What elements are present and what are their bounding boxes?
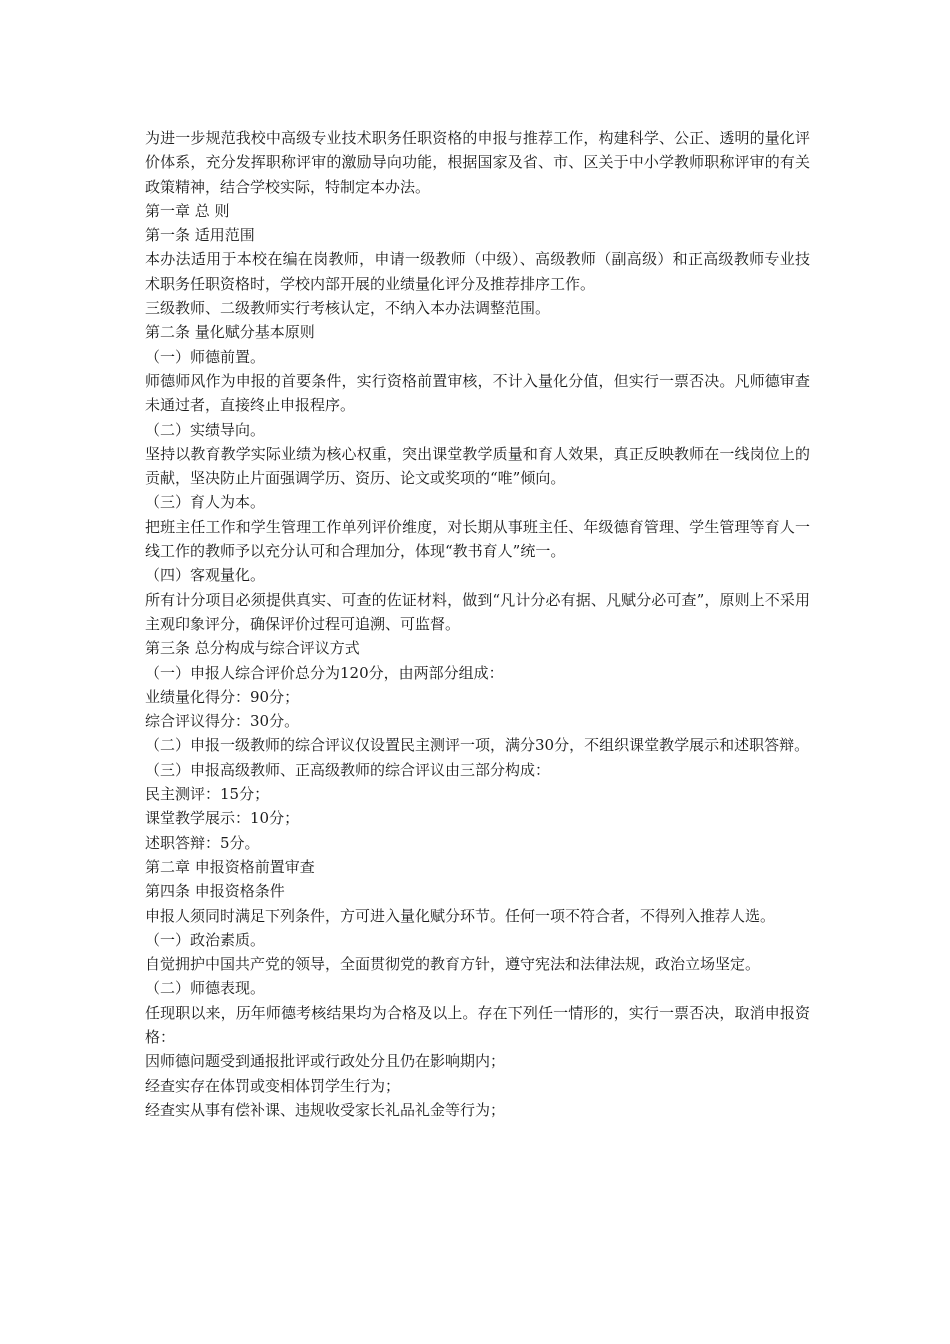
article-1-paragraph-1: 本办法适用于本校在编在岗教师，申请一级教师（中级）、高级教师（副高级）和正高级教师专业技术职务任职资格时，学校内部开展的业绩量化评分及推荐排序工作。 [145, 250, 810, 293]
article-3-score-defense: 述职答辩：5分。 [145, 833, 260, 852]
article-4-intro: 申报人须同时满足下列条件，方可进入量化赋分环节。任何一项不符合者，不得列入推荐人选。 [145, 906, 776, 925]
article-1-heading: 第一条 适用范围 [145, 226, 255, 245]
veto-item-2: 经查实存在体罚或变相体罚学生行为； [145, 1076, 401, 1095]
condition-2-text: 任现职以来，历年师德考核结果均为合格及以上。存在下列任一情形的，实行一票否决，取消申报资格： [145, 1003, 810, 1046]
article-3-score-democratic: 民主测评：15分； [145, 785, 270, 804]
principle-4-title: （四）客观量化。 [145, 566, 266, 585]
article-3-score-performance: 业绩量化得分：90分； [145, 687, 300, 706]
article-3-score-review: 综合评议得分：30分。 [145, 712, 300, 731]
principle-4-text: 所有计分项目必须提供真实、可查的佐证材料，做到“凡计分必有据、凡赋分必可查”，原则上不采用主观印象评分，确保评价过程可追溯、可监督。 [145, 590, 810, 633]
condition-1-text: 自觉拥护中国共产党的领导，全面贯彻党的教育方针，遵守宪法和法律法规，政治立场坚定。 [145, 955, 761, 974]
veto-item-1: 因师德问题受到通报批评或行政处分且仍在影响期内； [145, 1052, 506, 1071]
article-3-heading: 第三条 总分构成与综合评议方式 [145, 639, 360, 658]
chapter-2-heading: 第二章 申报资格前置审查 [145, 857, 315, 876]
article-4-heading: 第四条 申报资格条件 [145, 882, 285, 901]
veto-item-3: 经查实从事有偿补课、违规收受家长礼品礼金等行为； [145, 1100, 506, 1119]
article-3-score-teaching: 课堂教学展示：10分； [145, 809, 300, 828]
intro-paragraph: 为进一步规范我校中高级专业技术职务任职资格的申报与推荐工作，构建科学、公正、透明的量化评价体系，充分发挥职称评审的激励导向功能，根据国家及省、市、区关于中小学教师职称评审的有关政策精神，结合学校实际，特制定本办法。 [145, 129, 810, 196]
condition-2-title: （二）师德表现。 [145, 979, 266, 998]
principle-1-text: 师德师风作为申报的首要条件，实行资格前置审核，不计入量化分值，但实行一票否决。凡师德审查未通过者，直接终止申报程序。 [145, 371, 810, 415]
article-3-item-3: （三）申报高级教师、正高级教师的综合评议由三部分构成： [145, 760, 551, 779]
document-body [145, 126, 810, 1122]
chapter-1-heading: 第一章 总 则 [145, 201, 230, 220]
principle-3-text: 把班主任工作和学生管理工作单列评价维度，对长期从事班主任、年级德育管理、学生管理等育人一线工作的教师予以充分认可和合理加分，体现“教书育人”统一。 [145, 517, 810, 561]
principle-3-title: （三）育人为本。 [145, 493, 266, 512]
principle-1-title: （一）师德前置。 [145, 347, 266, 366]
article-3-item-2: （二）申报一级教师的综合评议仅设置民主测评一项，满分30分，不组织课堂教学展示和述职答辩。 [145, 736, 810, 755]
article-3-item-1: （一）申报人综合评价总分为120分，由两部分组成： [145, 663, 504, 682]
principle-2-title: （二）实绩导向。 [145, 420, 266, 439]
condition-1-title: （一）政治素质。 [145, 930, 266, 949]
article-2-heading: 第二条 量化赋分基本原则 [145, 323, 315, 342]
article-1-paragraph-2: 三级教师、二级教师实行考核认定，不纳入本办法调整范围。 [145, 299, 551, 318]
principle-2-text: 坚持以教育教学实际业绩为核心权重，突出课堂教学质量和育人效果，真正反映教师在一线岗位上的贡献，坚决防止片面强调学历、资历、论文或奖项的“唯”倾向。 [145, 444, 810, 488]
